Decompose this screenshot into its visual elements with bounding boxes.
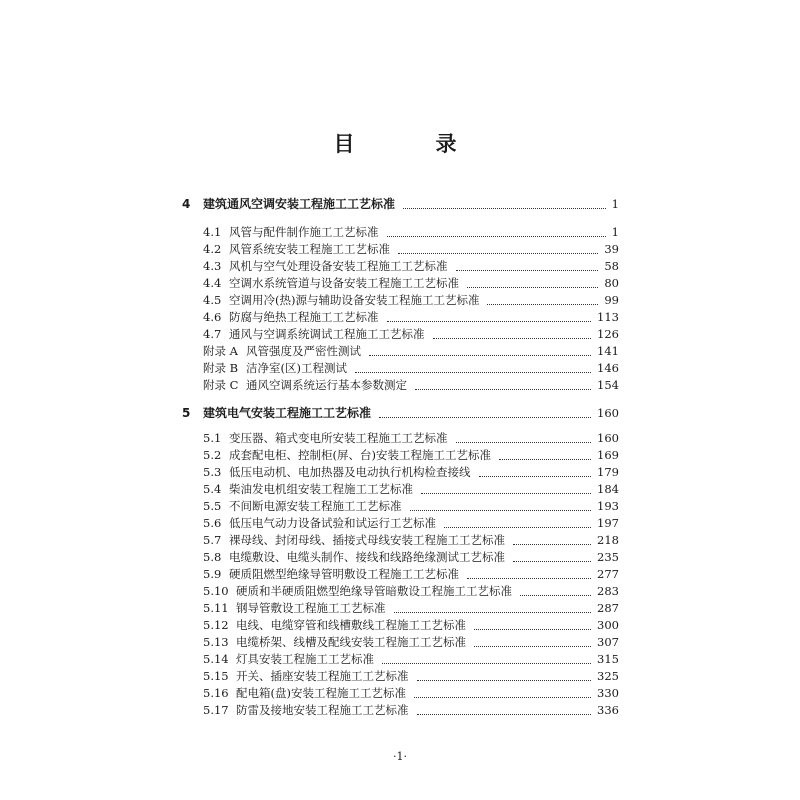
toc-entry-page: 287 xyxy=(597,601,619,615)
toc-entry-number: 5.13 xyxy=(203,635,229,649)
toc-entry-number: 5.11 xyxy=(203,601,229,615)
toc-leader-dots xyxy=(467,287,598,288)
toc-entry[interactable] xyxy=(0,599,800,617)
toc-entry[interactable] xyxy=(0,463,800,481)
toc-entry-number: 5.12 xyxy=(203,618,229,632)
toc-entry-number: 4.5 xyxy=(203,293,222,307)
page-number: ·1· xyxy=(393,750,407,763)
toc-leader-dots xyxy=(414,697,591,698)
toc-entry[interactable] xyxy=(0,195,800,213)
toc-entry-title: 建筑通风空调安装工程施工工艺标准 xyxy=(203,197,396,211)
toc-entry-page: 307 xyxy=(597,635,619,649)
toc-entry[interactable] xyxy=(0,291,800,309)
toc-leader-dots xyxy=(444,527,591,528)
toc-entry-page: 325 xyxy=(597,669,619,683)
toc-entry-page: 193 xyxy=(597,499,619,513)
toc-entry-title: 裸母线、封闭母线、插接式母线安装工程施工工艺标准 xyxy=(229,533,505,547)
toc-entry-title: 不间断电源安装工程施工工艺标准 xyxy=(229,499,402,513)
toc-entry-title: 空调用冷(热)源与辅助设备安装工程施工工艺标准 xyxy=(229,293,480,307)
toc-leader-dots xyxy=(355,372,591,373)
toc-entry[interactable] xyxy=(0,548,800,566)
toc-entry-number: 4.1 xyxy=(203,225,222,239)
toc-leader-dots xyxy=(382,663,591,664)
toc-entry-page: 58 xyxy=(604,259,619,273)
toc-leader-dots xyxy=(379,417,591,418)
toc-entry-title: 通风与空调系统调试工程施工工艺标准 xyxy=(229,327,425,341)
toc-entry-page: 126 xyxy=(597,327,619,341)
toc-entry-title: 通风空调系统运行基本参数测定 xyxy=(246,378,407,392)
toc-entry[interactable] xyxy=(0,240,800,258)
toc-entry-number: 4.6 xyxy=(203,310,222,324)
toc-entry[interactable] xyxy=(0,616,800,634)
toc-entry-title: 配电箱(盘)安装工程施工工艺标准 xyxy=(236,686,406,700)
toc-entry-title: 防雷及接地安装工程施工工艺标准 xyxy=(236,703,409,717)
toc-entry-number: 5.7 xyxy=(203,533,222,547)
toc-entry-page: 154 xyxy=(597,378,619,392)
toc-leader-dots xyxy=(513,544,591,545)
toc-leader-dots xyxy=(467,578,591,579)
toc-entry-page: 184 xyxy=(597,482,619,496)
toc-entry-page: 1 xyxy=(611,197,619,211)
toc-entry-number: 5.6 xyxy=(203,516,222,530)
toc-leader-dots xyxy=(433,338,591,339)
toc-entry-title: 电缆桥架、线槽及配线安装工程施工工艺标准 xyxy=(236,635,466,649)
toc-leader-dots xyxy=(417,680,591,681)
toc-entry-page: 146 xyxy=(597,361,619,375)
toc-entry-page: 99 xyxy=(604,293,619,307)
toc-entry-number: 5.8 xyxy=(203,550,222,564)
toc-entry-title: 硬质和半硬质阻燃型绝缘导管暗敷设工程施工工艺标准 xyxy=(236,584,512,598)
toc-entry[interactable] xyxy=(0,308,800,326)
toc-entry-page: 39 xyxy=(604,242,619,256)
toc-entry-page: 218 xyxy=(597,533,619,547)
toc-entry-number: 附录 C xyxy=(203,378,239,392)
toc-entry-page: 315 xyxy=(597,652,619,666)
toc-entry[interactable] xyxy=(0,325,800,343)
toc-entry[interactable] xyxy=(0,274,800,292)
toc-entry-page: 283 xyxy=(597,584,619,598)
toc-entry[interactable] xyxy=(0,497,800,515)
toc-entry-number: 5 xyxy=(182,406,191,420)
toc-leader-dots xyxy=(398,253,598,254)
toc-entry-number: 附录 B xyxy=(203,361,239,375)
toc-leader-dots xyxy=(394,612,591,613)
toc-entry-page: 197 xyxy=(597,516,619,530)
toc-leader-dots xyxy=(415,389,591,390)
toc-leader-dots xyxy=(474,629,591,630)
toc-entry[interactable] xyxy=(0,223,800,241)
toc-entry-title: 硬质阻燃型绝缘导管明敷设工程施工工艺标准 xyxy=(229,567,459,581)
toc-entry-title: 风管与配件制作施工工艺标准 xyxy=(229,225,379,239)
toc-entry-number: 附录 A xyxy=(203,344,238,358)
toc-entry-page: 235 xyxy=(597,550,619,564)
toc-entry-title: 开关、插座安装工程施工工艺标准 xyxy=(236,669,409,683)
toc-entry[interactable] xyxy=(0,633,800,651)
toc-leader-dots xyxy=(499,459,591,460)
toc-entry[interactable] xyxy=(0,667,800,685)
toc-entry-title: 风管系统安装工程施工工艺标准 xyxy=(229,242,390,256)
page-title: 目 录 xyxy=(333,132,487,156)
toc-entry-page: 277 xyxy=(597,567,619,581)
toc-entry-title: 洁净室(区)工程测试 xyxy=(246,361,347,375)
toc-leader-dots xyxy=(487,304,598,305)
toc-leader-dots xyxy=(369,355,591,356)
toc-entry-page: 336 xyxy=(597,703,619,717)
toc-entry-number: 5.1 xyxy=(203,431,222,445)
toc-entry-page: 160 xyxy=(597,431,619,445)
toc-entry-number: 5.16 xyxy=(203,686,229,700)
toc-leader-dots xyxy=(474,646,591,647)
toc-leader-dots xyxy=(456,270,598,271)
toc-entry-title: 防腐与绝热工程施工工艺标准 xyxy=(229,310,379,324)
toc-entry[interactable] xyxy=(0,376,800,394)
toc-entry[interactable] xyxy=(0,429,800,447)
toc-leader-dots xyxy=(479,476,591,477)
toc-leader-dots xyxy=(410,510,591,511)
toc-entry[interactable] xyxy=(0,480,800,498)
toc-entry-number: 4.7 xyxy=(203,327,222,341)
toc-leader-dots xyxy=(387,321,591,322)
toc-entry-title: 柴油发电机组安装工程施工工艺标准 xyxy=(229,482,413,496)
toc-entry-number: 4.4 xyxy=(203,276,222,290)
toc-entry-title: 灯具安装工程施工工艺标准 xyxy=(236,652,374,666)
toc-entry-page: 169 xyxy=(597,448,619,462)
toc-entry-title: 电线、电缆穿管和线槽敷线工程施工工艺标准 xyxy=(236,618,466,632)
toc-entry-number: 4.2 xyxy=(203,242,222,256)
toc-entry[interactable] xyxy=(0,257,800,275)
toc-entry-number: 4.3 xyxy=(203,259,222,273)
toc-entry-number: 5.15 xyxy=(203,669,229,683)
toc-entry[interactable] xyxy=(0,582,800,600)
toc-entry-number: 5.3 xyxy=(203,465,222,479)
toc-entry[interactable] xyxy=(0,514,800,532)
toc-entry[interactable] xyxy=(0,701,800,719)
toc-entry-title: 低压电气动力设备试验和试运行工艺标准 xyxy=(229,516,436,530)
toc-entry-page: 300 xyxy=(597,618,619,632)
toc-entry-number: 5.9 xyxy=(203,567,222,581)
toc-entry-title: 风管强度及严密性测试 xyxy=(246,344,361,358)
toc-entry-page: 80 xyxy=(604,276,619,290)
toc-entry-title: 变压器、箱式变电所安装工程施工工艺标准 xyxy=(229,431,448,445)
toc-entry-number: 5.2 xyxy=(203,448,222,462)
toc-entry[interactable] xyxy=(0,446,800,464)
toc-entry-number: 5.4 xyxy=(203,482,222,496)
toc-entry-number: 4 xyxy=(182,197,191,211)
toc-entry[interactable] xyxy=(0,565,800,583)
toc-leader-dots xyxy=(403,208,606,209)
toc-entry-title: 风机与空气处理设备安装工程施工工艺标准 xyxy=(229,259,448,273)
toc-entry[interactable] xyxy=(0,359,800,377)
toc-entry-number: 5.5 xyxy=(203,499,222,513)
toc-leader-dots xyxy=(417,714,591,715)
toc-entry-number: 5.14 xyxy=(203,652,229,666)
toc-entry[interactable] xyxy=(0,684,800,702)
toc-entry-number: 5.10 xyxy=(203,584,229,598)
toc-entry[interactable] xyxy=(0,342,800,360)
toc-leader-dots xyxy=(513,561,591,562)
toc-entry-page: 113 xyxy=(597,310,619,324)
toc-entry-page: 141 xyxy=(597,344,619,358)
toc-entry-title: 低压电动机、电加热器及电动执行机构检查接线 xyxy=(229,465,471,479)
toc-entry[interactable] xyxy=(0,404,800,422)
toc-leader-dots xyxy=(520,595,591,596)
toc-entry-number: 5.17 xyxy=(203,703,229,717)
toc-entry-page: 330 xyxy=(597,686,619,700)
toc-leader-dots xyxy=(456,442,591,443)
toc-entry-page: 1 xyxy=(611,225,619,239)
toc-entry-page: 179 xyxy=(597,465,619,479)
toc-entry-page: 160 xyxy=(597,406,619,420)
toc-entry-title: 电缆敷设、电缆头制作、接线和线路绝缘测试工艺标准 xyxy=(229,550,505,564)
toc-entry-title: 钢导管敷设工程施工工艺标准 xyxy=(236,601,386,615)
toc-entry[interactable] xyxy=(0,531,800,549)
toc-leader-dots xyxy=(421,493,591,494)
toc-leader-dots xyxy=(387,236,606,237)
toc-entry[interactable] xyxy=(0,650,800,668)
toc-entry-title: 空调水系统管道与设备安装工程施工工艺标准 xyxy=(229,276,459,290)
toc-entry-title: 建筑电气安装工程施工工艺标准 xyxy=(203,406,372,420)
toc-entry-title: 成套配电柜、控制柜(屏、台)安装工程施工工艺标准 xyxy=(229,448,491,462)
